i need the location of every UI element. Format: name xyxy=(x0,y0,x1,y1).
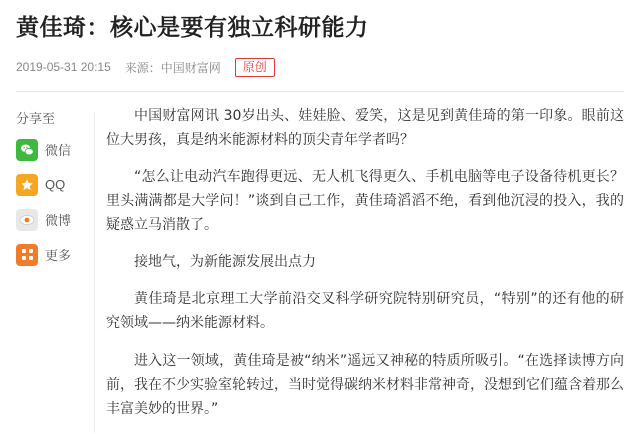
more-icon xyxy=(16,244,38,266)
share-item-qq[interactable] xyxy=(16,174,94,196)
article-paragraph: 中国财富网讯 30岁出头、娃娃脸、爱笑，这是见到黄佳琦的第一印象。眼前这位大男孩，真是纳米能源材料的顶尖青年学者吗？ xyxy=(106,107,624,148)
share-title: 分享至 xyxy=(16,110,56,126)
article-meta xyxy=(16,58,624,91)
wechat-icon xyxy=(16,139,38,161)
article-content xyxy=(94,104,624,434)
article-header xyxy=(0,0,640,91)
page-title: 黄佳琦：核心是要有独立科研能力 xyxy=(16,15,369,41)
status-badge: 原创 xyxy=(235,58,275,77)
share-item-label: 微博 xyxy=(45,213,72,229)
share-panel xyxy=(16,104,94,434)
article-body xyxy=(0,92,640,434)
share-item-label: 微信 xyxy=(45,143,72,159)
share-item-wechat[interactable] xyxy=(16,139,94,161)
share-column-divider xyxy=(94,112,95,433)
share-item-weibo[interactable] xyxy=(16,209,94,231)
article-paragraph: “怎么让电动汽车跑得更远、无人机飞得更久、手机电脑等电子设备待机更长？里头满满都是大学问！”谈到自己工作，黄佳琦滔滔不绝，看到他沉浸的投入，我的疑惑立马消散了。 xyxy=(106,169,624,234)
share-item-label: QQ xyxy=(45,177,66,193)
weibo-icon xyxy=(16,209,38,231)
share-item-more[interactable] xyxy=(16,244,94,266)
qq-icon xyxy=(16,174,38,196)
share-item-label: 更多 xyxy=(45,248,72,264)
article-paragraph: 接地气，为新能源发展出点力 xyxy=(134,254,316,271)
publish-date: 2019-05-31 20:15 xyxy=(16,60,111,75)
article-source: 来源：中国财富网 xyxy=(124,60,221,75)
article-paragraph: 进入这一领域，黄佳琦是被“纳米”遥远又神秘的特质所吸引。“在选择读博方向前，我在不少实验室轮转过，当时觉得碳纳米材料非常神奇，没想到它们蕴含着那么丰富美妙的世界。” xyxy=(106,352,624,417)
article-paragraph: 黄佳琦是北京理工大学前沿交叉科学研究院特别研究员，“特别”的还有他的研究领域——纳米能源材料。 xyxy=(106,291,624,332)
